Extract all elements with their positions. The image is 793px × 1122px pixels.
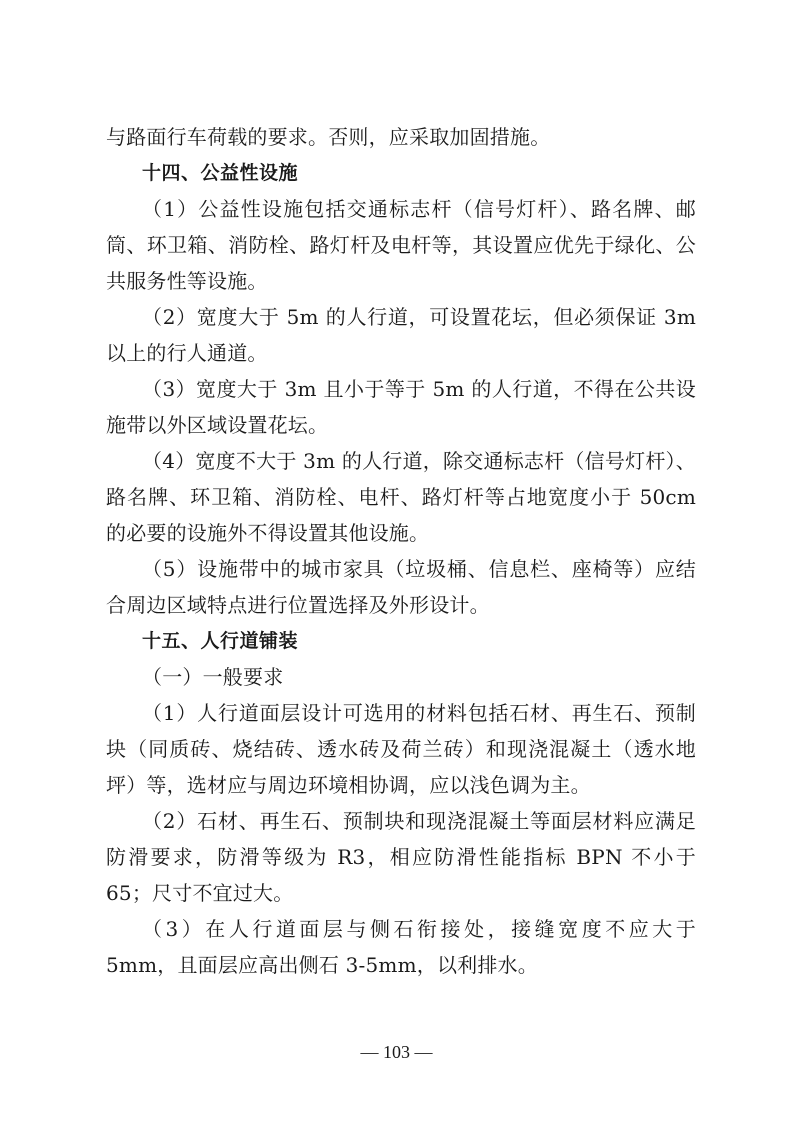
paragraph-item-3: （3）宽度大于 3m 且小于等于 5m 的人行道，不得在公共设施带以外区域设置花坛。	[106, 377, 696, 437]
paragraph-continued: 与路面行车荷载的要求。否则，应采取加固措施。	[106, 125, 551, 149]
page-number: — 103 —	[360, 1042, 433, 1062]
section-heading-public-facilities: 十四、公益性设施	[142, 162, 299, 184]
page-content	[106, 119, 696, 983]
paragraph-item-2: （2）宽度大于 5m 的人行道，可设置花坛，但必须保证 3m 以上的行人通道。	[106, 305, 696, 365]
paragraph-paving-item-3: （3）在人行道面层与侧石衔接处，接缝宽度不应大于 5mm，且面层应高出侧石 3-5mm，以利排水。	[106, 917, 696, 977]
subsection-heading-general-requirements: （一）一般要求	[142, 665, 284, 689]
paragraph-paving-item-1: （1）人行道面层设计可选用的材料包括石材、再生石、预制块（同质砖、烧结砖、透水砖及荷兰砖）和现浇混凝土（透水地坪）等，选材应与周边环境相协调，应以浅色调为主。	[106, 701, 696, 797]
paragraph-item-5: （5）设施带中的城市家具（垃圾桶、信息栏、座椅等）应结合周边区域特点进行位置选择及外形设计。	[106, 557, 696, 617]
paragraph-paving-item-2: （2）石材、再生石、预制块和现浇混凝土等面层材料应满足防滑要求，防滑等级为 R3，相应防滑性能指标 BPN 不小于 65；尺寸不宜过大。	[106, 809, 696, 905]
section-heading-sidewalk-paving: 十五、人行道铺装	[142, 630, 299, 652]
paragraph-item-1: （1）公益性设施包括交通标志杆（信号灯杆）、路名牌、邮筒、环卫箱、消防栓、路灯杆及电杆等，其设置应优先于绿化、公共服务性等设施。	[106, 197, 696, 293]
paragraph-item-4: （4）宽度不大于 3m 的人行道，除交通标志杆（信号灯杆）、路名牌、环卫箱、消防栓、电杆、路灯杆等占地宽度小于 50cm 的必要的设施外不得设置其他设施。	[106, 449, 696, 545]
